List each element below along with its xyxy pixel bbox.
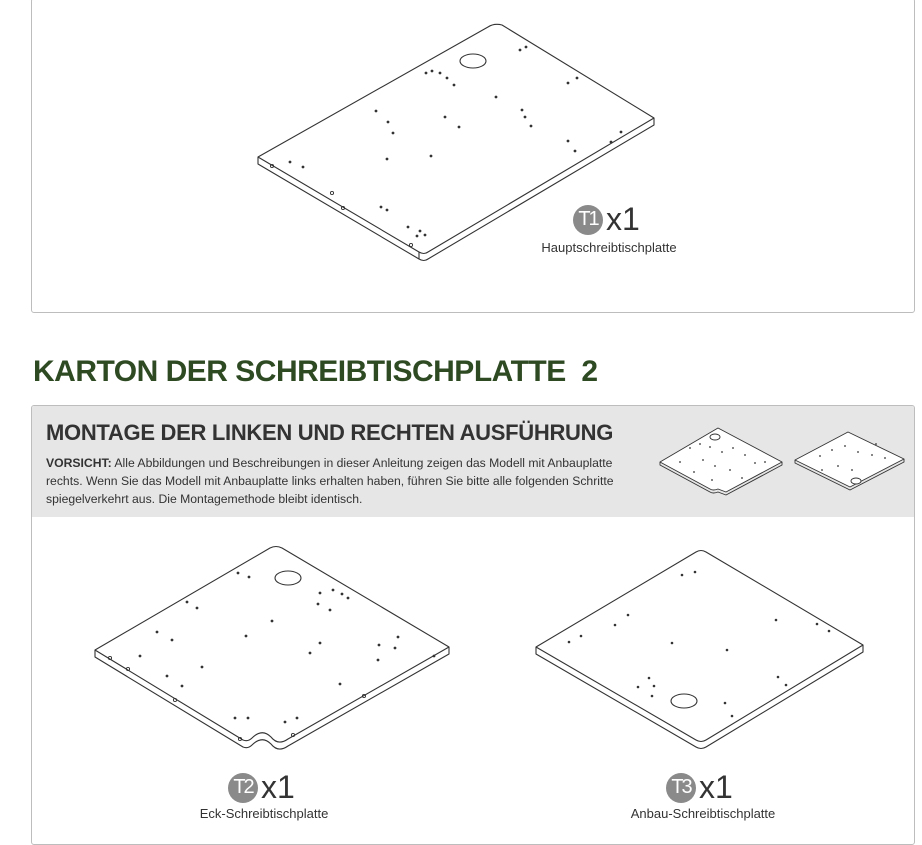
caution-text: Alle Abbildungen und Beschreibungen in dieser Anleitung zeigen das Modell mit Anbauplatte rechts. Wenn Sie das Modell mit Anbauplatte links erhalten haben, führen Sie bitte alle folgenden Schritte spiegelverkehrt aus. Die Montagemethode bleibt identisch. [46, 456, 614, 506]
part-quantity-t3: x1 [699, 769, 733, 805]
part-caption-t1: Hauptschreibtischplatte [541, 240, 677, 255]
part-label-t3 [666, 769, 733, 806]
part-caption-t2: Eck-Schreibtischplatte [199, 806, 329, 821]
section-heading: KARTON DER SCHREIBTISCHPLATTE 2 [33, 355, 598, 388]
part-quantity-t1: x1 [606, 201, 640, 237]
assembly-title: MONTAGE DER LINKEN UND RECHTEN AUSFÜHRUNG [46, 420, 614, 445]
part-quantity-t2: x1 [261, 769, 295, 805]
part-badge-t2: T2 [228, 773, 258, 803]
caution-label: VORSICHT: [46, 456, 112, 470]
part-caption-t3: Anbau-Schreibtischplatte [630, 806, 776, 821]
part-badge-t3: T3 [666, 773, 696, 803]
part-badge-t1: T1 [573, 205, 603, 235]
